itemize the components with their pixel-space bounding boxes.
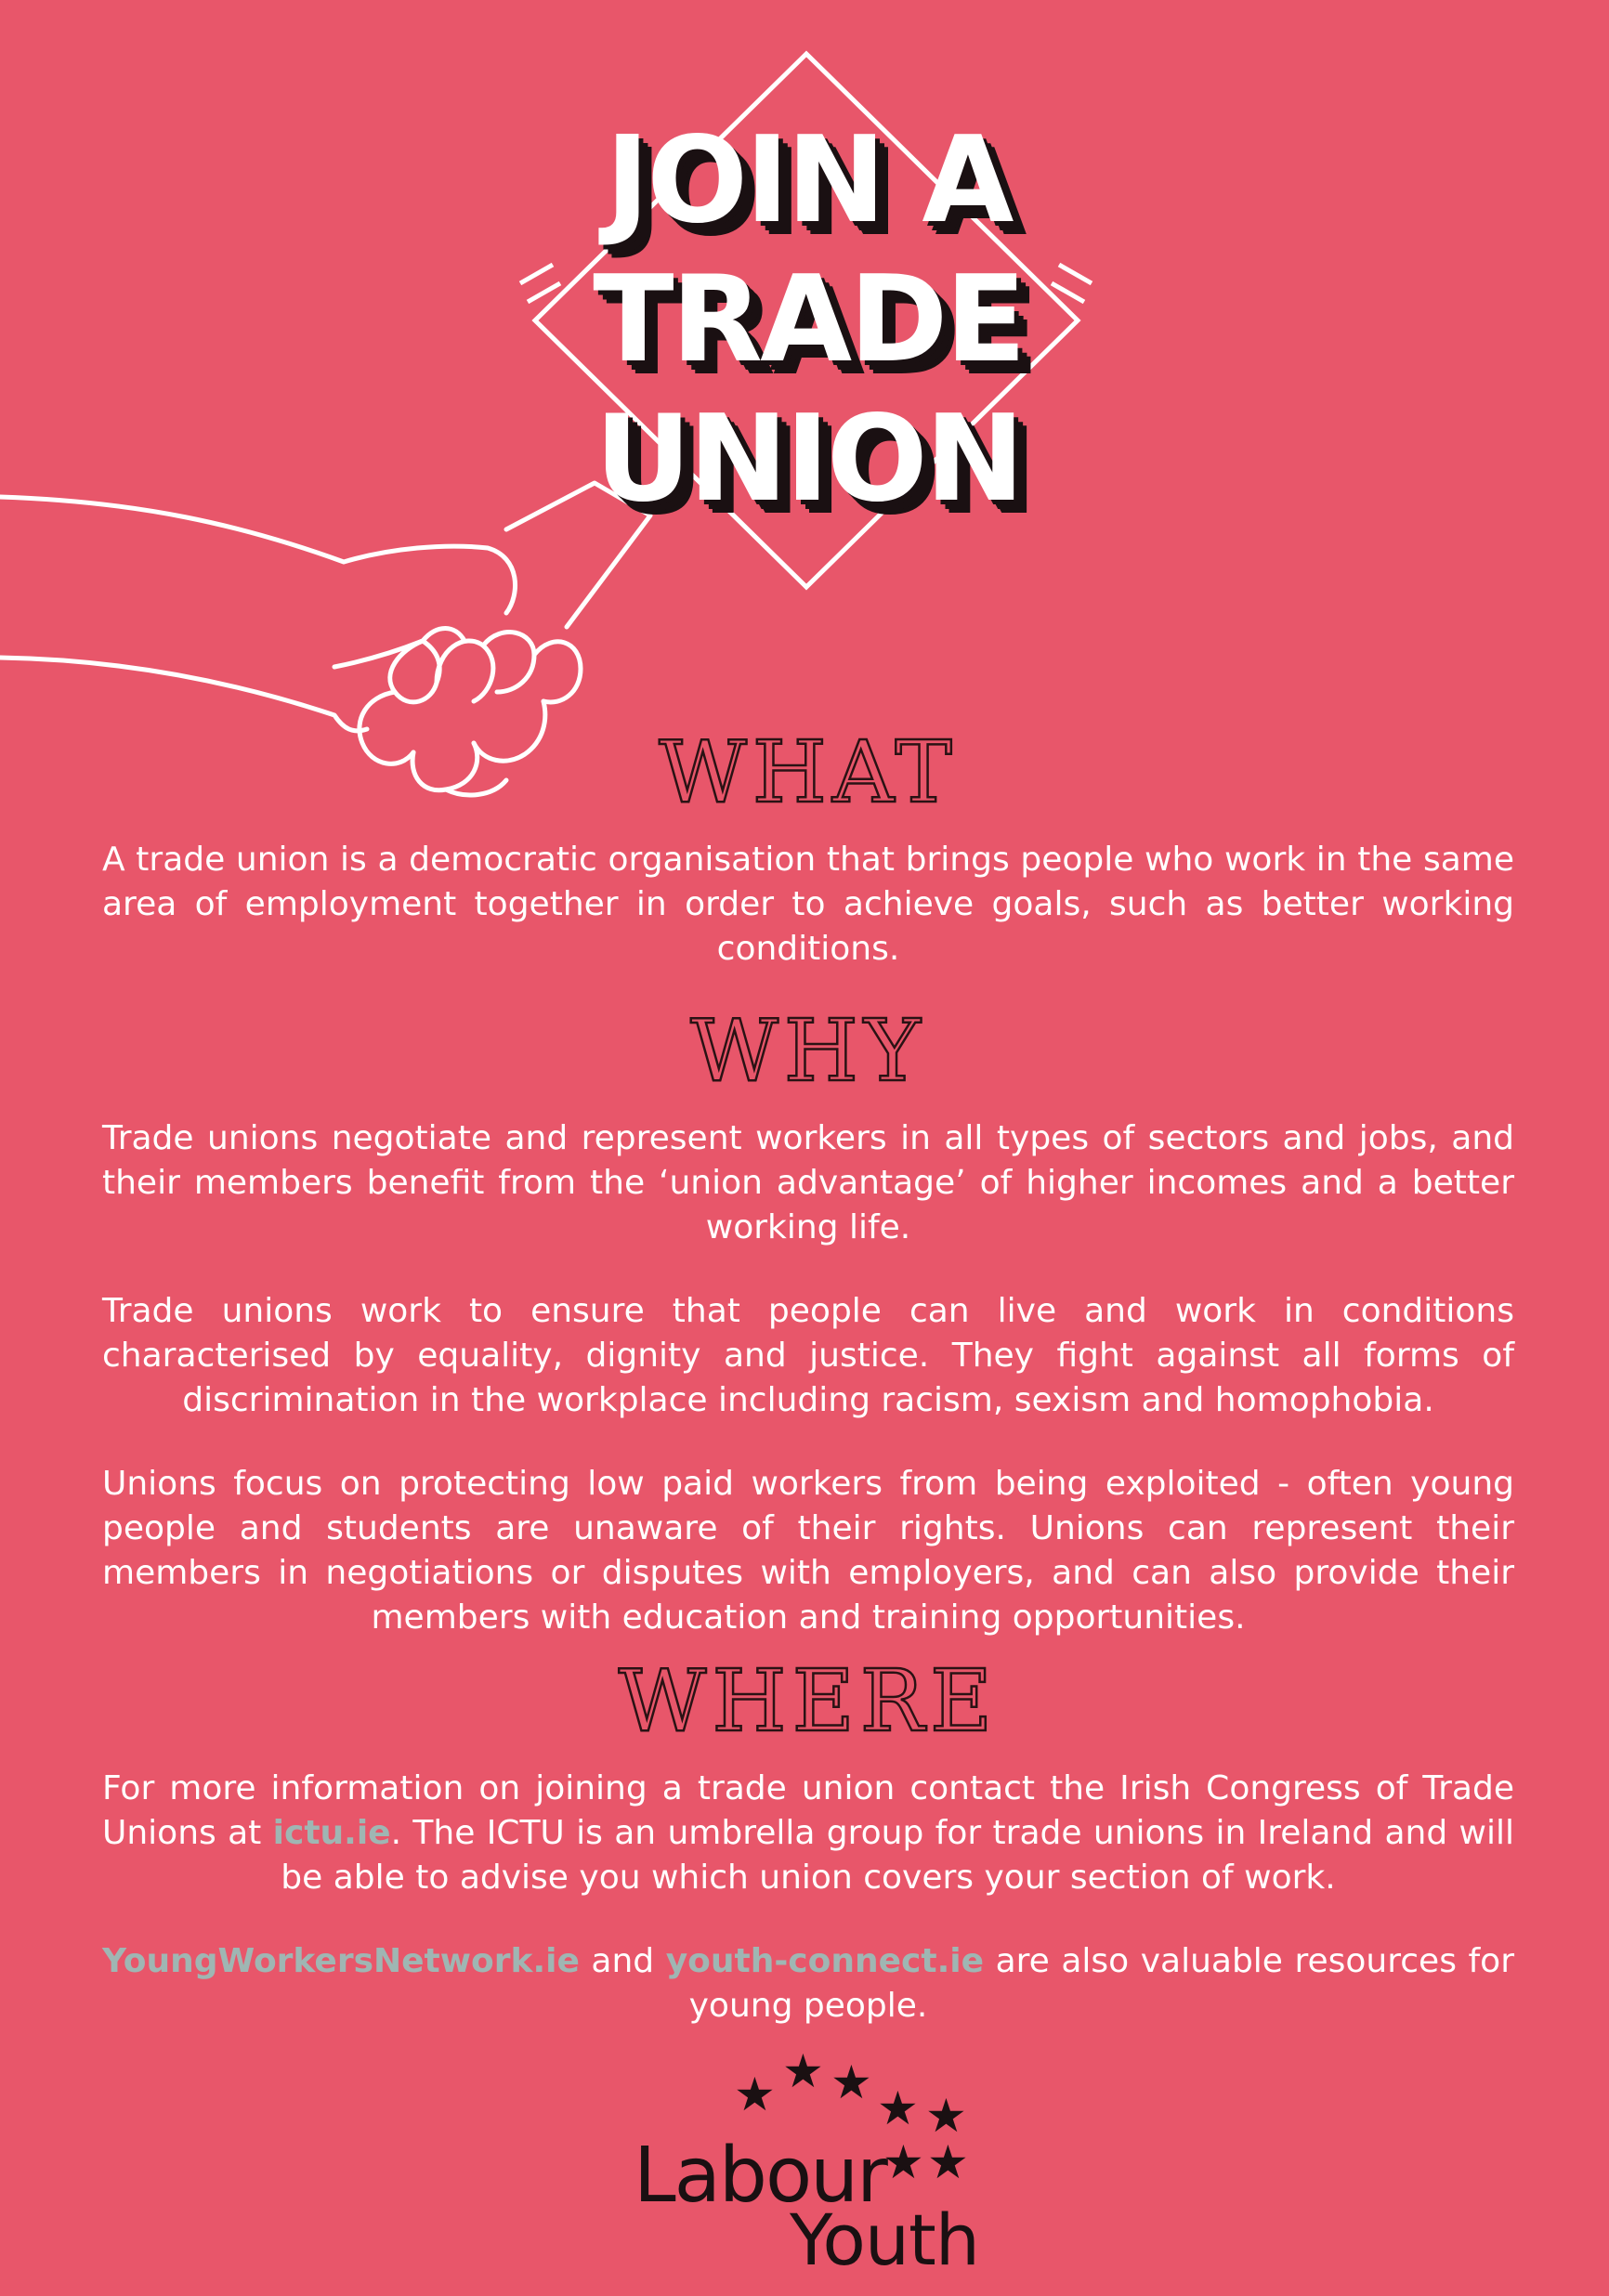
title-line-2: TRADE (593, 251, 1024, 389)
star-icon: ★ (734, 2068, 776, 2121)
logo-wordmark-labour: Labour (634, 2132, 886, 2220)
what-heading: WHAT (659, 723, 958, 822)
page-title (520, 111, 1096, 529)
labour-youth-logo (613, 2039, 1022, 2280)
where-p2-text-after: are also valuable resources for young people. (688, 1942, 1514, 2025)
star-icon: ★ (883, 2135, 924, 2189)
where-paragraph-1 (102, 1767, 1514, 1900)
why-paragraph-1: Trade unions negotiate and represent workers in all types of sectors and jobs, and their members benefit from the ‘union advantage’ of higher incomes and a better working life. (102, 1119, 1514, 1246)
where-p2-text-mid: and (579, 1942, 666, 1980)
why-paragraph-3: Unions focus on protecting low paid workers from being exploited - often young people and students are unaware of their rights. Unions can represent their members in negotiations or disputes with employers, and can also provide their members with education and training opportunities. (102, 1465, 1514, 1637)
young-workers-network-link[interactable]: YoungWorkersNetwork.ie (102, 1942, 580, 1980)
title-line-1: JOIN A (605, 111, 1012, 250)
where-section (102, 1651, 1514, 2068)
why-heading: WHY (690, 1001, 926, 1101)
star-icon: ★ (782, 2044, 824, 2098)
title-line-3: UNION (595, 390, 1022, 528)
what-paragraph: A trade union is a democratic organisation that brings people who work in the same area of employment together in order to achieve goals, such as better working conditions. (102, 841, 1514, 968)
star-icon: ★ (877, 2081, 919, 2135)
logo-wordmark-youth: Youth (790, 2198, 979, 2281)
what-section (102, 723, 1514, 1011)
where-heading: WHERE (618, 1651, 999, 1751)
why-paragraph-2: Trade unions work to ensure that people can live and work in conditions characterised by equality, dignity and justice. They fight against all forms of discrimination in the workplace including racism, sexism and homophobia. (102, 1292, 1514, 1419)
why-section (102, 1001, 1514, 1679)
where-p1-text-before: For more information on joining a trade union contact the Irish Congress of Trade Unions at (102, 1769, 1514, 1852)
ictu-link[interactable]: ictu.ie (272, 1814, 391, 1852)
star-icon: ★ (925, 2089, 967, 2143)
where-p1-text-after: . The ICTU is an umbrella group for trade unions in Ireland and will be able to advise you which union covers your section of work. (281, 1814, 1514, 1897)
youth-connect-link[interactable]: youth-connect.ie (665, 1942, 985, 1980)
where-paragraph-2 (102, 1939, 1514, 2029)
star-icon: ★ (927, 2135, 969, 2189)
star-icon: ★ (831, 2055, 872, 2109)
